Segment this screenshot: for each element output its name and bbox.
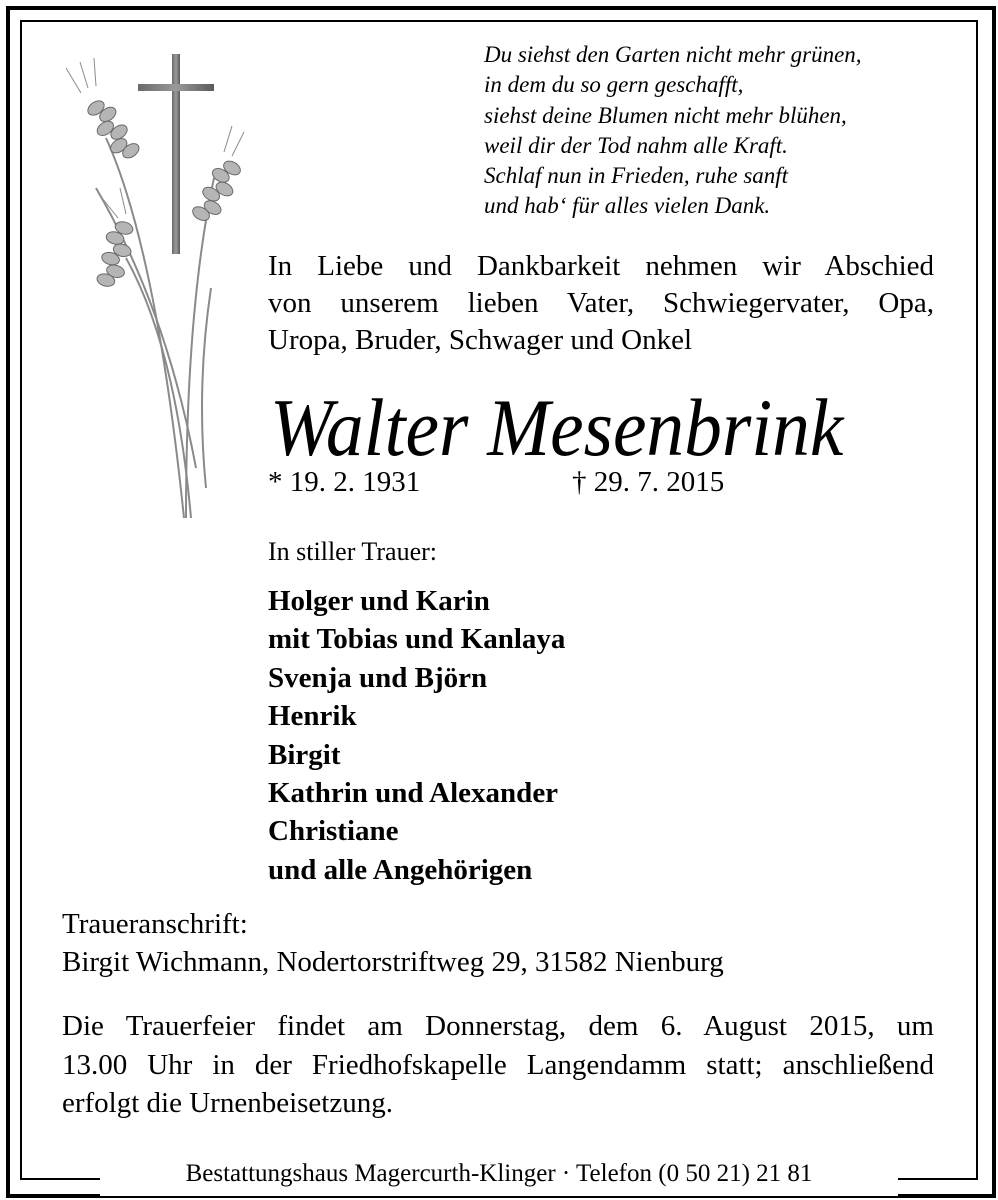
poem-line: Schlaf nun in Frieden, ruhe sanft <box>484 163 789 189</box>
birth-date: * 19. 2. 1931 <box>268 466 421 498</box>
funeral-home-footer: Bestattungshaus Magercurth-Klinger · Telefon (0 50 21) 21 81 <box>100 1156 898 1196</box>
poem-line: Du siehst den Garten nicht mehr grünen, <box>484 42 862 67</box>
mourning-label: In stiller Trauer: <box>268 537 437 566</box>
ceremony-line: erfolgt die Urnenbeisetzung. <box>62 1087 393 1119</box>
mourner-item: Kathrin und Alexander <box>268 777 559 810</box>
ceremony-info <box>62 1007 934 1123</box>
address-label: Traueranschrift: <box>62 908 248 940</box>
intro-line: In Liebe und Dankbarkeit nehmen wir Abschied <box>268 250 934 282</box>
ceremony-line: 13.00 Uhr in der Friedhofskapelle Langendamm statt; anschließend <box>62 1048 934 1081</box>
ceremony-line: Die Trauerfeier findet am Donnerstag, dem 6. August 2015, um <box>62 1010 934 1042</box>
mourner-item: Holger und Karin <box>268 585 490 617</box>
poem-line: und hab‘ für alles vielen Dank. <box>484 193 771 219</box>
intro-line: Uropa, Bruder, Schwager und Onkel <box>268 324 693 356</box>
mourners-list <box>268 582 565 889</box>
mourning-address <box>62 905 724 981</box>
mourner-item: und alle Angehörigen <box>268 853 533 886</box>
cross-with-wheat-icon <box>36 48 246 518</box>
death-date: † 29. 7. 2015 <box>572 466 725 498</box>
intro-text <box>268 248 934 359</box>
deceased-name: Walter Mesenbrink <box>270 382 844 473</box>
intro-line: von unserem lieben Vater, Schwiegervater, Opa, <box>268 287 934 319</box>
poem-line: weil dir der Tod nahm alle Kraft. <box>484 132 788 158</box>
address-value: Birgit Wichmann, Nodertorstriftweg 29, 31582 Nienburg <box>62 946 724 978</box>
mourner-item: Svenja und Björn <box>268 661 488 694</box>
poem <box>484 40 954 222</box>
mourner-item: Christiane <box>268 815 399 848</box>
mourner-item: Henrik <box>268 700 357 733</box>
poem-line: in dem du so gern geschafft, <box>484 72 744 98</box>
mourner-item: Birgit <box>268 738 341 771</box>
poem-line: siehst deine Blumen nicht mehr blühen, <box>484 102 847 128</box>
mourner-item: mit Tobias und Kanlaya <box>268 623 566 656</box>
